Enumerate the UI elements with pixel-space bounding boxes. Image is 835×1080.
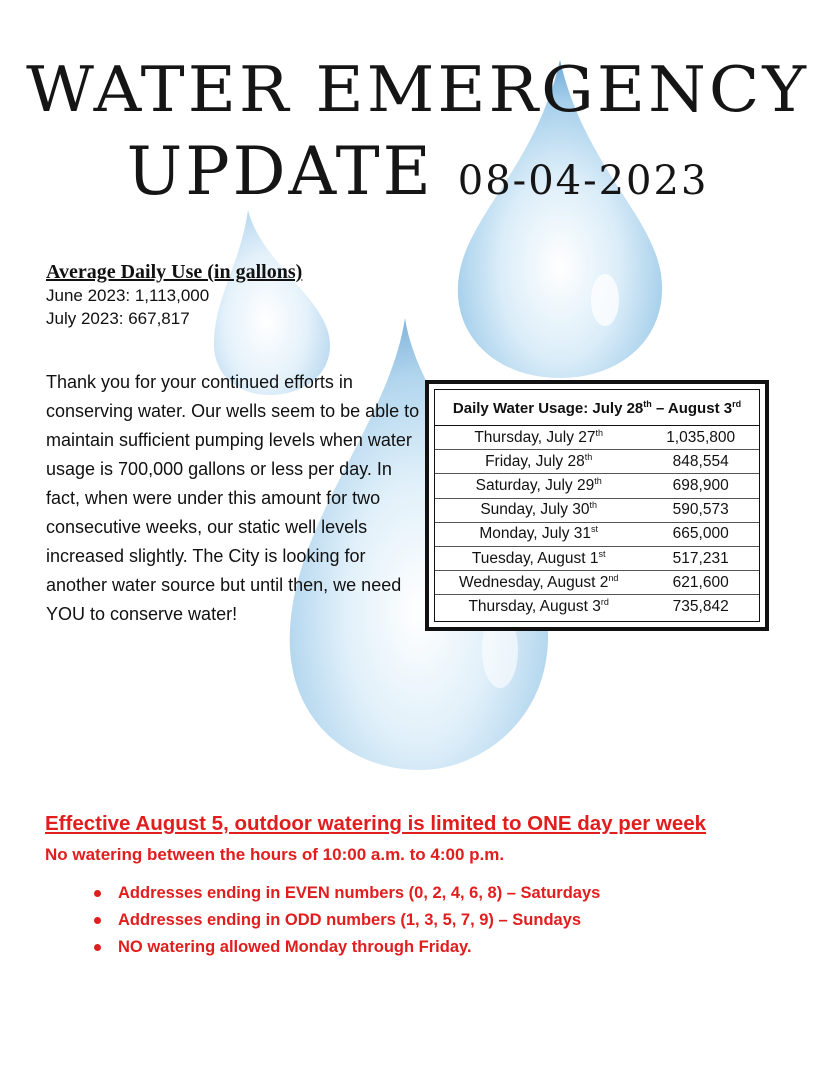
table-row: Wednesday, August 2nd 621,600	[435, 571, 759, 595]
watering-rules-list	[92, 880, 600, 961]
watering-hours-notice: No watering between the hours of 10:00 a.m. to 4:00 p.m.	[45, 845, 505, 864]
table-row: Tuesday, August 1st 517,231	[435, 546, 759, 570]
update-date: 08-04-2023	[457, 158, 709, 204]
usage-table-caption: Daily Water Usage: July 28th – August 3rd	[435, 390, 759, 426]
average-use-june: June 2023: 1,113,000	[46, 286, 210, 305]
page-title-line2	[0, 132, 835, 221]
conservation-message: Thank you for your continued efforts in conserving water. Our wells seem to be able to maintain sufficient pumping levels when water usage is 700,000 gallons or less per day. In fact, when were under this amount for two consecutive weeks, our static well levels increased slightly. The City is looking for another water source but until then, we need YOU to conserve water!	[46, 372, 420, 624]
table-row: Sunday, July 30th 590,573	[435, 498, 759, 522]
title-update-word: UPDATE	[126, 133, 434, 210]
watering-limit-heading: Effective August 5, outdoor watering is limited to ONE day per week	[45, 812, 707, 835]
table-row: Saturday, July 29th 698,900	[435, 474, 759, 498]
page-title: WATER EMERGENCY	[26, 52, 809, 127]
table-row: Thursday, August 3rd 735,842	[468, 596, 729, 615]
list-item: Addresses ending in EVEN numbers (0, 2, 4, 6, 8) – Saturdays	[92, 880, 600, 907]
daily-usage-table	[425, 380, 769, 631]
table-row: Thursday, July 27th 1,035,800	[435, 426, 759, 450]
average-use-heading: Average Daily Use (in gallons)	[46, 261, 303, 283]
average-daily-use	[46, 260, 302, 330]
list-item: NO watering allowed Monday through Friday.	[92, 934, 600, 961]
table-row: Friday, July 28th 848,554	[435, 450, 759, 474]
list-item: Addresses ending in ODD numbers (1, 3, 5, 7, 9) – Sundays	[92, 907, 600, 934]
average-use-july: July 2023: 667,817	[46, 309, 190, 328]
table-row: Monday, July 31st 665,000	[435, 522, 759, 546]
